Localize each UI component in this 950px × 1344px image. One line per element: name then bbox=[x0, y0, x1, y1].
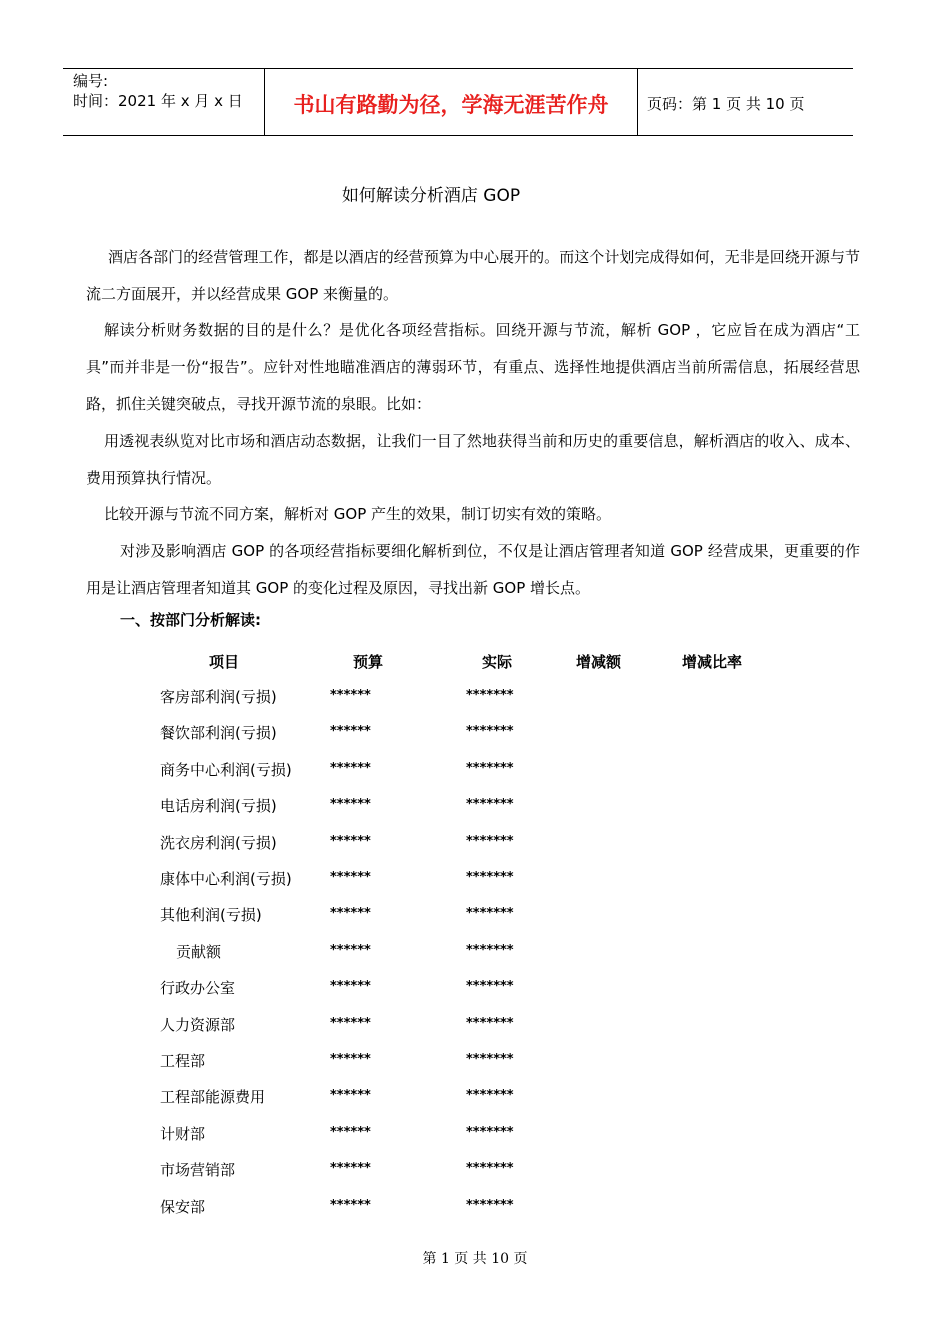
row-item-label: 餐饮部利润(亏损) bbox=[160, 724, 277, 742]
paragraph: 对涉及影响酒店 GOP 的各项经营指标要细化解析到位，不仅是让酒店管理者知道 GOP 经营成果，更重要的作用是让酒店管理者知道其 GOP 的变化过程及原因，寻找出新 GOP 增长点。 bbox=[86, 542, 860, 597]
row-item-label: 市场营销部 bbox=[160, 1161, 236, 1179]
row-item-label: 电话房利润(亏损) bbox=[160, 797, 277, 815]
row-budget-value: ****** bbox=[330, 834, 371, 849]
row-budget-value: ****** bbox=[330, 797, 371, 812]
row-budget-value: ****** bbox=[330, 1125, 371, 1140]
row-budget-value: ****** bbox=[330, 1161, 371, 1176]
row-actual-value: ******* bbox=[466, 943, 514, 958]
row-budget-value: ****** bbox=[330, 906, 371, 921]
row-item-label: 人力资源部 bbox=[160, 1016, 236, 1034]
paragraph: 酒店各部门的经营管理工作，都是以酒店的经营预算为中心展开的。而这个计划完成得如何，无非是回绕开源与节流二方面展开，并以经营成果 GOP 来衡量的。 bbox=[86, 248, 860, 303]
row-budget-value: ****** bbox=[330, 688, 371, 703]
row-actual-value: ******* bbox=[466, 834, 514, 849]
row-item-label: 保安部 bbox=[160, 1198, 206, 1216]
row-item-label: 计财部 bbox=[160, 1125, 206, 1143]
row-item-label: 工程部 bbox=[160, 1052, 206, 1070]
header-page-number: 页码：第 1 页 共 10 页 bbox=[647, 95, 805, 113]
row-actual-value: ******* bbox=[466, 1088, 514, 1103]
header-meta bbox=[73, 71, 243, 111]
row-actual-value: ******* bbox=[466, 1198, 514, 1213]
row-item-label: 洗衣房利润(亏损) bbox=[160, 834, 277, 852]
paragraph: 用透视表纵览对比市场和酒店动态数据，让我们一目了然地获得当前和历史的重要信息，解析酒店的收入、成本、费用预算执行情况。 bbox=[86, 432, 860, 487]
row-actual-value: ******* bbox=[466, 724, 514, 739]
header-divider bbox=[637, 69, 638, 135]
table-header-actual: 实际 bbox=[482, 653, 513, 671]
row-actual-value: ******* bbox=[466, 1125, 514, 1140]
row-actual-value: ******* bbox=[466, 1052, 514, 1067]
row-budget-value: ****** bbox=[330, 943, 371, 958]
row-item-label: 其他利润(亏损) bbox=[160, 906, 262, 924]
time-label: 时间：2021 年 x 月 x 日 bbox=[73, 92, 243, 110]
row-actual-value: ******* bbox=[466, 979, 514, 994]
number-label: 编号: bbox=[73, 72, 109, 90]
row-budget-value: ****** bbox=[330, 1052, 371, 1067]
row-budget-value: ****** bbox=[330, 979, 371, 994]
row-actual-value: ******* bbox=[466, 1016, 514, 1031]
section-heading: 一、按部门分析解读: bbox=[120, 611, 261, 629]
row-budget-value: ****** bbox=[330, 761, 371, 776]
table-header-budget: 预算 bbox=[353, 653, 384, 671]
paragraph: 比较开源与节流不同方案，解析对 GOP 产生的效果，制订切实有效的策略。 bbox=[104, 505, 612, 523]
row-actual-value: ******* bbox=[466, 870, 514, 885]
document-title: 如何解读分析酒店 GOP bbox=[341, 186, 521, 206]
row-item-label: 商务中心利润(亏损) bbox=[160, 761, 292, 779]
header-motto: 书山有路勤为径，学海无涯苦作舟 bbox=[293, 92, 609, 117]
page-footer: 第 1 页 共 10 页 bbox=[422, 1251, 528, 1267]
row-actual-value: ******* bbox=[466, 761, 514, 776]
row-item-label: 行政办公室 bbox=[160, 979, 236, 997]
row-actual-value: ******* bbox=[466, 906, 514, 921]
table-header-change-rate: 增减比率 bbox=[682, 653, 743, 671]
row-budget-value: ****** bbox=[330, 870, 371, 885]
row-actual-value: ******* bbox=[466, 1161, 514, 1176]
row-budget-value: ****** bbox=[330, 1198, 371, 1213]
row-item-label: 康体中心利润(亏损) bbox=[160, 870, 292, 888]
table-header-change: 增减额 bbox=[576, 653, 622, 671]
paragraph: 解读分析财务数据的目的是什么？是优化各项经营指标。回绕开源与节流，解析 GOP ，它应旨在成为酒店“工具”而并非是一份“报告”。应针对性地瞄准酒店的薄弱环节，有重点、选择性地提供酒店当前所需信息，拓展经营思路，抓住关键突破点，寻找开源节流的泉眼。比如： bbox=[86, 321, 860, 413]
row-budget-value: ****** bbox=[330, 724, 371, 739]
row-item-label: 客房部利润(亏损) bbox=[160, 688, 277, 706]
row-actual-value: ******* bbox=[466, 797, 514, 812]
table-header-item: 项目 bbox=[209, 653, 240, 671]
document-header bbox=[63, 68, 853, 136]
row-item-label: 贡献额 bbox=[176, 943, 222, 961]
row-budget-value: ****** bbox=[330, 1088, 371, 1103]
row-actual-value: ******* bbox=[466, 688, 514, 703]
row-budget-value: ****** bbox=[330, 1016, 371, 1031]
row-item-label: 工程部能源费用 bbox=[160, 1088, 266, 1106]
